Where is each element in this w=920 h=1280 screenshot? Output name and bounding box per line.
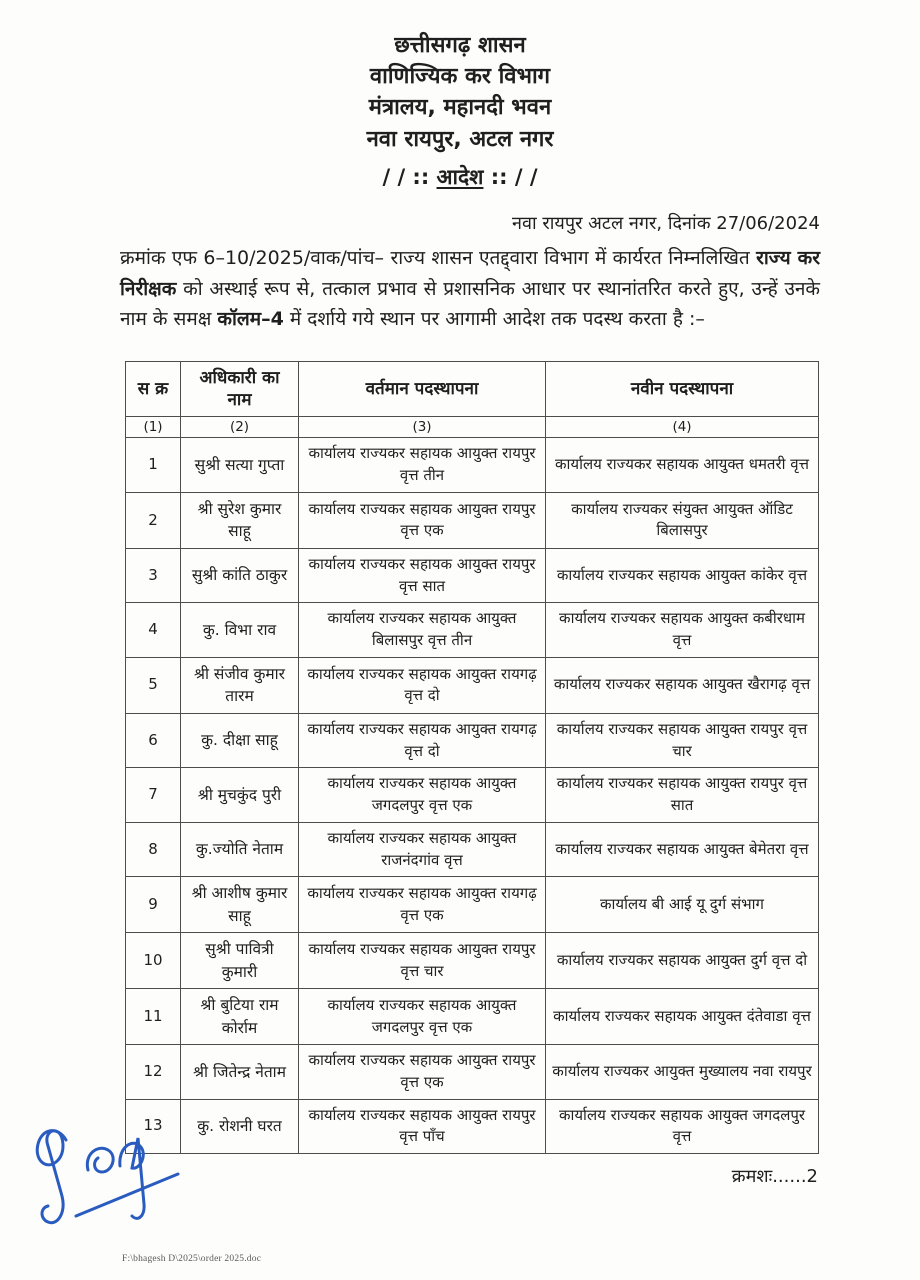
cell-current-posting: कार्यालय राज्यकर सहायक आयुक्त रायपुर वृत्त पाँच xyxy=(299,1099,546,1154)
cell-officer-name: श्री बुटिया राम कोर्राम xyxy=(181,989,299,1045)
signature-ink xyxy=(28,1118,218,1248)
cell-current-posting: कार्यालय राज्यकर सहायक आयुक्त रायपुर वृत्त एक xyxy=(299,1045,546,1100)
cell-new-posting: कार्यालय राज्यकर सहायक आयुक्त कांकेर वृत्त xyxy=(546,548,819,603)
header-officer-name: अधिकारी का नाम xyxy=(181,362,299,417)
column-number-1: (1) xyxy=(126,417,181,438)
cell-officer-name: श्री जितेन्द्र नेताम xyxy=(181,1045,299,1100)
cell-officer-name: श्री सुरेश कुमार साहू xyxy=(181,492,299,548)
table-row xyxy=(126,603,819,658)
cell-officer-name: कु. दीक्षा साहू xyxy=(181,713,299,768)
cell-current-posting: कार्यालय राज्यकर सहायक आयुक्त रायपुर वृत्त सात xyxy=(299,548,546,603)
order-paragraph xyxy=(120,243,820,335)
cell-current-posting: कार्यालय राज्यकर सहायक आयुक्त रायगढ़ वृत्त दो xyxy=(299,713,546,768)
order-title-suffix: :: / / xyxy=(483,164,538,189)
order-title-word: आदेश xyxy=(436,164,484,189)
table-row xyxy=(126,492,819,548)
cell-new-posting: कार्यालय राज्यकर सहायक आयुक्त धमतरी वृत्त xyxy=(546,438,819,493)
cell-current-posting: कार्यालय राज्यकर सहायक आयुक्त राजनंदगांव वृत्त xyxy=(299,822,546,877)
cell-officer-name: कु. विभा राव xyxy=(181,603,299,658)
cell-officer-name: श्री संजीव कुमार तारम xyxy=(181,657,299,713)
cell-officer-name: कु. रोशनी घरत xyxy=(181,1099,299,1154)
cell-officer-name: सुश्री सत्या गुप्ता xyxy=(181,438,299,493)
cell-officer-name: कु.ज्योति नेताम xyxy=(181,822,299,877)
cell-serial: 11 xyxy=(126,989,181,1045)
cell-new-posting: कार्यालय बी आई यू दुर्ग संभाग xyxy=(546,877,819,933)
cell-current-posting: कार्यालय राज्यकर सहायक आयुक्त रायपुर वृत्त एक xyxy=(299,492,546,548)
paragraph-part-3: में दर्शाये गये स्थान पर आगामी आदेश तक पदस्थ करता है :– xyxy=(283,308,705,331)
table-body xyxy=(126,438,819,1154)
table-row xyxy=(126,1045,819,1100)
cell-new-posting: कार्यालय राज्यकर सहायक आयुक्त खैरागढ़ वृत्त xyxy=(546,657,819,713)
header-new-posting: नवीन पदस्थापना xyxy=(546,362,819,417)
table-row xyxy=(126,822,819,877)
column-number-3: (3) xyxy=(299,417,546,438)
cell-serial: 10 xyxy=(126,933,181,989)
table-row xyxy=(126,657,819,713)
table-row xyxy=(126,1099,819,1154)
cell-current-posting: कार्यालय राज्यकर सहायक आयुक्त जगदलपुर वृत्त एक xyxy=(299,768,546,823)
footer-file-path: F:\bhagesh D\2025\order 2025.doc xyxy=(122,1254,262,1264)
letterhead-line-building: मंत्रालय, महानदी भवन xyxy=(368,95,552,121)
cell-new-posting: कार्यालय राज्यकर आयुक्त मुख्यालय नवा रायपुर xyxy=(546,1045,819,1100)
cell-serial: 13 xyxy=(126,1099,181,1154)
cell-officer-name: सुश्री पावित्री कुमारी xyxy=(181,933,299,989)
paragraph-bold-designation: राज्य कर निरीक्षक xyxy=(120,246,820,300)
cell-new-posting: कार्यालय राज्यकर सहायक आयुक्त रायपुर वृत्त चार xyxy=(546,713,819,768)
column-number-4: (4) xyxy=(546,417,819,438)
table-row xyxy=(126,548,819,603)
transfer-table-head xyxy=(126,362,819,438)
cell-current-posting: कार्यालय राज्यकर सहायक आयुक्त रायपुर वृत्त तीन xyxy=(299,438,546,493)
column-number-row xyxy=(126,417,819,438)
column-number-2: (2) xyxy=(181,417,299,438)
cell-new-posting: कार्यालय राज्यकर सहायक आयुक्त जगदलपुर वृत्त xyxy=(546,1099,819,1154)
cell-serial: 3 xyxy=(126,548,181,603)
cell-serial: 4 xyxy=(126,603,181,658)
cell-serial: 8 xyxy=(126,822,181,877)
cell-officer-name: श्री आशीष कुमार साहू xyxy=(181,877,299,933)
cell-serial: 7 xyxy=(126,768,181,823)
letterhead-line-city: नवा रायपुर, अटल नगर xyxy=(366,126,554,152)
cell-current-posting: कार्यालय राज्यकर सहायक आयुक्त रायपुर वृत्त चार xyxy=(299,933,546,989)
header-current-posting: वर्तमान पदस्थापना xyxy=(299,362,546,417)
cell-current-posting: कार्यालय राज्यकर सहायक आयुक्त जगदलपुर वृत्त एक xyxy=(299,989,546,1045)
cell-new-posting: कार्यालय राज्यकर सहायक आयुक्त रायपुर वृत्त सात xyxy=(546,768,819,823)
paragraph-bold-column: कॉलम–4 xyxy=(217,308,284,331)
continuation-note: क्रमशः......2 xyxy=(731,1166,818,1188)
order-title xyxy=(0,163,920,191)
table-row xyxy=(126,989,819,1045)
cell-new-posting: कार्यालय राज्यकर सहायक आयुक्त कबीरधाम वृत्त xyxy=(546,603,819,658)
paragraph-part-2: को अस्थाई रूप से, तत्काल प्रभाव से प्रशासनिक आधार पर स्थानांतरित करते हुए, उन्हें उनके नाम के समक्ष xyxy=(120,277,820,331)
cell-current-posting: कार्यालय राज्यकर सहायक आयुक्त रायगढ़ वृत्त एक xyxy=(299,877,546,933)
cell-current-posting: कार्यालय राज्यकर सहायक आयुक्त रायगढ़ वृत्त दो xyxy=(299,657,546,713)
cell-serial: 1 xyxy=(126,438,181,493)
cell-serial: 2 xyxy=(126,492,181,548)
cell-officer-name: सुश्री कांति ठाकुर xyxy=(181,548,299,603)
cell-serial: 6 xyxy=(126,713,181,768)
letterhead xyxy=(0,0,920,155)
cell-current-posting: कार्यालय राज्यकर सहायक आयुक्त बिलासपुर वृत्त तीन xyxy=(299,603,546,658)
cell-new-posting: कार्यालय राज्यकर संयुक्त आयुक्त ऑडिट बिलासपुर xyxy=(546,492,819,548)
cell-new-posting: कार्यालय राज्यकर सहायक आयुक्त दंतेवाडा वृत्त xyxy=(546,989,819,1045)
cell-serial: 5 xyxy=(126,657,181,713)
table-row xyxy=(126,933,819,989)
letterhead-line-government: छत्तीसगढ़ शासन xyxy=(394,33,526,58)
letterhead-line-department: वाणिज्यिक कर विभाग xyxy=(369,64,551,90)
transfer-table xyxy=(125,361,819,1154)
table-row xyxy=(126,877,819,933)
cell-new-posting: कार्यालय राज्यकर सहायक आयुक्त बेमेतरा वृत्त xyxy=(546,822,819,877)
header-serial: स क्र xyxy=(126,362,181,417)
cell-serial: 12 xyxy=(126,1045,181,1100)
cell-new-posting: कार्यालय राज्यकर सहायक आयुक्त दुर्ग वृत्त दो xyxy=(546,933,819,989)
header-row xyxy=(126,362,819,417)
table-row xyxy=(126,438,819,493)
cell-serial: 9 xyxy=(126,877,181,933)
cell-officer-name: श्री मुचकुंद पुरी xyxy=(181,768,299,823)
table-row xyxy=(126,768,819,823)
order-title-prefix: / / :: xyxy=(382,164,437,189)
table-row xyxy=(126,713,819,768)
date-line: नवा रायपुर अटल नगर, दिनांक 27/06/2024 xyxy=(512,212,820,234)
paragraph-part-1: क्रमांक एफ 6–10/2025/वाक/पांच– राज्य शासन एतद्द्वारा विभाग में कार्यरत निम्नलिखित xyxy=(120,246,757,269)
